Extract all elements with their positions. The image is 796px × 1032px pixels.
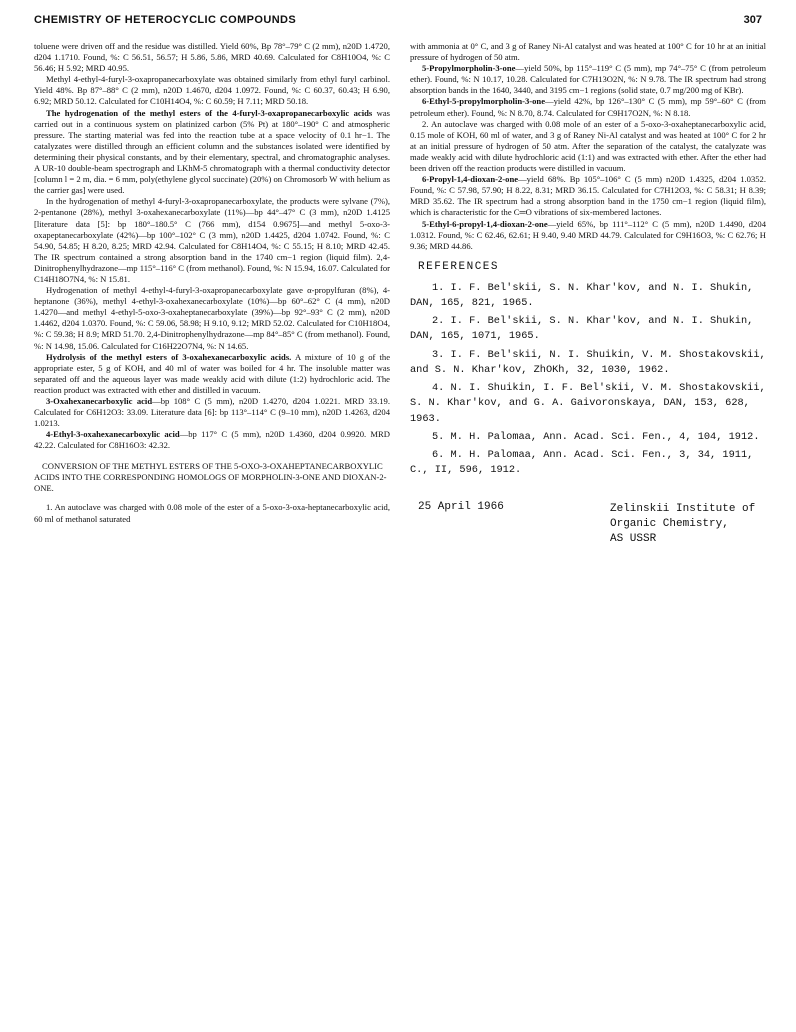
paragraph-text: —yield 65%, bp 111°–112° C (5 mm), n20D 1.4490, d204 1.0312. Found, %: C 62.46, 62.61; H 9.40, 9.40 MRD 44.79. Calculated for C9H16O3, %: C 62.76; H 9.36; MRD 44.86.: [410, 218, 766, 251]
paragraph: [410, 174, 766, 218]
paragraph-lead: 4-Ethyl-3-oxahexanecarboxylic acid: [46, 429, 180, 440]
left-column: [34, 41, 390, 525]
paragraph: [410, 96, 766, 118]
references-list: [410, 281, 766, 478]
paragraph: [34, 396, 390, 429]
paragraph: [410, 63, 766, 96]
institute-line: AS USSR: [610, 533, 657, 546]
paragraph: [34, 352, 390, 396]
paragraph-lead: The hydrogenation of the methyl esters of the 4-furyl-3-oxapropanecarboxylic acids: [46, 107, 373, 118]
paragraph-lead: 6-Ethyl-5-propylmorpholin-3-one: [422, 96, 546, 107]
paragraph-lead: 3-Oxahexanecarboxylic acid: [46, 396, 153, 406]
paragraph-lead: Hydrolysis of the methyl esters of 3-oxahexanecarboxylic acids.: [46, 351, 292, 362]
paragraph-text: —yield 42%, bp 126°–130° C (5 mm), mp 59°–60° C (from petroleum ether). Found, %: N 8.70, 8.74. Calculated for C9H17O2N, %: N 8.18.: [410, 96, 766, 118]
page-number: 307: [743, 14, 762, 26]
right-column: [410, 41, 766, 552]
paragraph: [34, 108, 390, 197]
footer: [410, 502, 766, 552]
institute-line: Organic Chemistry,: [610, 518, 729, 531]
paragraph: 1. An autoclave was charged with 0.08 mole of the ester of a 5-oxo-3-oxa-heptanecarboxylic acid, 60 ml of methanol saturated: [34, 502, 390, 524]
paragraph: [410, 119, 766, 174]
paragraph-text: Methyl 4-ethyl-4-furyl-3-oxapropanecarboxylate was obtained similarly from ethyl furyl carbinol. Yield 48%. Bp 87°–88° C (2 mm), n20D 1.4670, d204 1.0972. Found, %: C 60.37, 60.43; H 6.90, 6.92; MRD 50.12. Calculated for C10H14O4, %: C 60.59; H 7.11; MRD 50.18.: [34, 74, 390, 107]
reference-item: 1. I. F. Bel'skii, S. N. Khar'kov, and N. I. Shukin, DAN, 165, 821, 1965.: [410, 281, 754, 310]
paragraph-text: —bp 108° C (5 mm), n20D 1.4270, d204 1.0221. MRD 33.19. Calculated for C6H12O3: 33.09. Literature data [6]: bp 113°–114° C (9–10 mm), n20D 1.4263, d204 1.0213.: [34, 396, 390, 429]
paragraph-text: 2. An autoclave was charged with 0.08 mole of an ester of a 5-oxo-3-oxaheptanecarboxylic acid, 0.15 mole of KOH, 60 ml of water, and 3 g of Raney Ni-Al catalyst and was heated at 100° C for 2 hr at an initial pressure of hydrogen of 50 atm. After the separation of the catalyst, the catalyzate was made weakly acid with dilute hydrochloric acid (1:1) and was extracted with ether. After the ether had been driven off the reaction products were distilled in vacuum.: [410, 118, 766, 174]
right-paragraphs: [410, 41, 766, 252]
paragraph-text: Hydrogenation of methyl 4-ethyl-4-furyl-3-oxapropanecarboxylate gave α-propylfuran (8%), 4-heptanone (36%), methyl 4-ethyl-3-oxahexanecarboxylate (10%)—bp 60°–62° C (4 mm), n20D 1.4270—and methyl 4-ethyl-5-oxo-3-oxaheptanecarboxylate (39%)—bp 92°–93° C (2 mm), n20D 1.4462, d204 1.0370. Found, %: C 59.06, 58.98; H 9.10, 9.12; MRD 52.02. Calculated for C10H18O4, %: C 59.38; H 8.9; MRD 51.70. 2,4-Dinitrophenylhydrazone—mp 84°–85° C (from methanol). Found, %: N 14.98, 15.06. Calculated for C16H22O7N4, %: N 14.65.: [34, 285, 390, 351]
reference-item: 5. M. H. Palomaa, Ann. Acad. Sci. Fen., 4, 104, 1912.: [432, 430, 760, 443]
paragraph: [34, 429, 390, 451]
reference-item: 6. M. H. Palomaa, Ann. Acad. Sci. Fen., 3, 34, 1911, C., II, 596, 1912.: [410, 448, 754, 477]
references-heading: REFERENCES: [418, 260, 500, 273]
paragraph: [34, 285, 390, 352]
paragraph-text: A mixture of 10 g of the appropriate ester, 5 g of KOH, and 40 ml of water was boiled for 4 hr. The insoluble matter was separated off and the aqueous layer was made weakly acid with dilute (1:2) hydrochloric acid. The reaction product was extracted with ether and distilled in vacuum.: [34, 351, 391, 395]
paragraph: [34, 74, 390, 107]
paragraph: [410, 219, 766, 252]
paragraph: [34, 41, 390, 74]
reference-item: 3. I. F. Bel'skii, N. I. Shuikin, V. M. Shostakovskii, and S. N. Khar'kov, ZhOKh, 32, 1030, 1962.: [410, 348, 766, 376]
paragraph-text: with ammonia at 0° C, and 3 g of Raney Ni-Al catalyst and was heated at 100° C for 10 hr at an initial pressure of hydrogen of 50 atm.: [410, 41, 766, 63]
paragraph-text: In the hydrogenation of methyl 4-furyl-3-oxapropanecarboxylate, the products were sylvane (7%), 2-pentanone (28%), methyl 3-oxahexanecarboxylate (11%)—bp 44°–47° C (3 mm), n20D 1.4125 [literature data [5]: bp 180°–180.5° C (766 mm), d154 0.9675]—and methyl 5-oxo-3-oxapeptanecarboxylate (42%)—bp 100°–102° C (3 mm), n20D 1.4425, d204 1.0742. Found, %: C 54.90, 54.85; H 8.20, 8.25; MRD 42.94. Calculated for C8H14O4, %: C 55.15; H 8.10; MRD 42.45. The IR spectrum contained a strong absorption band in the 1740 cm−1 region (liquid film). 2,4-Dinitrophenylhydrazone—mp 115°–116° C (from methanol). Found, %: N 15.94, 16.07. Calculated for C14H18O7N4, %: N 15.81.: [34, 196, 390, 284]
page-header: [34, 14, 762, 32]
paragraph-lead: 5-Propylmorpholin-3-one: [422, 63, 516, 74]
paragraph-text: —yield 68%. Bp 105°–106° C (5 mm) n20D 1.4325, d204 1.0352. Found, %: C 57.98, 57.90; H 8.22, 8.31; MRD 36.15. Calculated for C7H12O3, %: C 58.31; H 8.39; MRD 35.62. The IR spectrum had a strong absorption band in the 1750 cm−1 region (liquid film), which is characteristic for the C═O vibrations of six-membered lactones.: [410, 174, 766, 218]
paragraph-lead: 6-Propyl-1,4-dioxan-2-one: [422, 174, 519, 185]
paragraph-text: was carried out in a continuous system on platinized carbon (5% Pt) at 180°–190° C and atmospheric pressure. The starting material was fed into the reaction tube at a space velocity of 0.1 hr−1. The catalyzates were distilled through an efficient column and the substances isolated were identified by determining their physical constants, and by their elementary, spectral, and chromatographic analyses. A UR-10 double-beam spectrograph and LKhM-5 chromatograph with a thermal conductivity detector [column l = 2 m, dia. = 6 mm, poly(ethylene glycol succinate) (20%) on Chromosorb W with helium as the carrier gas] were used.: [34, 107, 391, 196]
reference-item: 4. N. I. Shuikin, I. F. Bel'skii, V. M. Shostakovskii, S. N. Khar'kov, and G. A. Gaivoronskaya, DAN, 153, 628, 1963.: [410, 382, 766, 425]
paragraph-text: —yield 50%, bp 115°–119° C (5 mm), mp 74°–75° C (from petroleum ether). Found, %: N 10.17, 10.28. Calculated for C7H13O2N, %: N 9.78. The IR spectrum had strong absorption bands in the 1640, 3440, and 3195 cm−1 regions (solid state, 0.7 mg/200 mg of KBr).: [410, 63, 766, 96]
reference-item: 2. I. F. Bel'skii, S. N. Khar'kov, and N. I. Shukin, DAN, 165, 1071, 1965.: [410, 315, 754, 343]
institute-line: Zelinskii Institute of: [610, 503, 756, 516]
paragraph-lead: 5-Ethyl-6-propyl-1,4-dioxan-2-one: [422, 218, 548, 229]
journal-title: CHEMISTRY OF HETEROCYCLIC COMPOUNDS: [34, 14, 297, 26]
paragraph-text: toluene were driven off and the residue was distilled. Yield 60%, Bp 78°–79° C (2 mm), n20D 1.4720, d204 1.1710. Found, %: C 56.51, 56.57; H 5.86, 5.86, MRD 40.69. Calculated for C8H10O4, %: C 56.46; H 5.92; MRD 40.95.: [34, 41, 390, 74]
date-line: 25 April 1966: [418, 501, 504, 514]
paragraph: [34, 196, 390, 285]
paragraph: [410, 41, 766, 63]
left-paragraphs: [34, 41, 390, 451]
paragraph-text: —bp 117° C (5 mm), n20D 1.4360, d204 0.9920. MRD 42.22. Calculated for C8H16O3: 42.32.: [34, 429, 390, 451]
section-heading: CONVERSION OF THE METHYL ESTERS OF THE 5-OXO-3-OXAHEPTANECARBOXYLIC ACIDS INTO THE CORRESPONDING HOMOLOGS OF MORPHOLIN-3-ONE AND DIOXAN-2-ONE.: [34, 461, 387, 494]
institute-block: [610, 502, 755, 547]
